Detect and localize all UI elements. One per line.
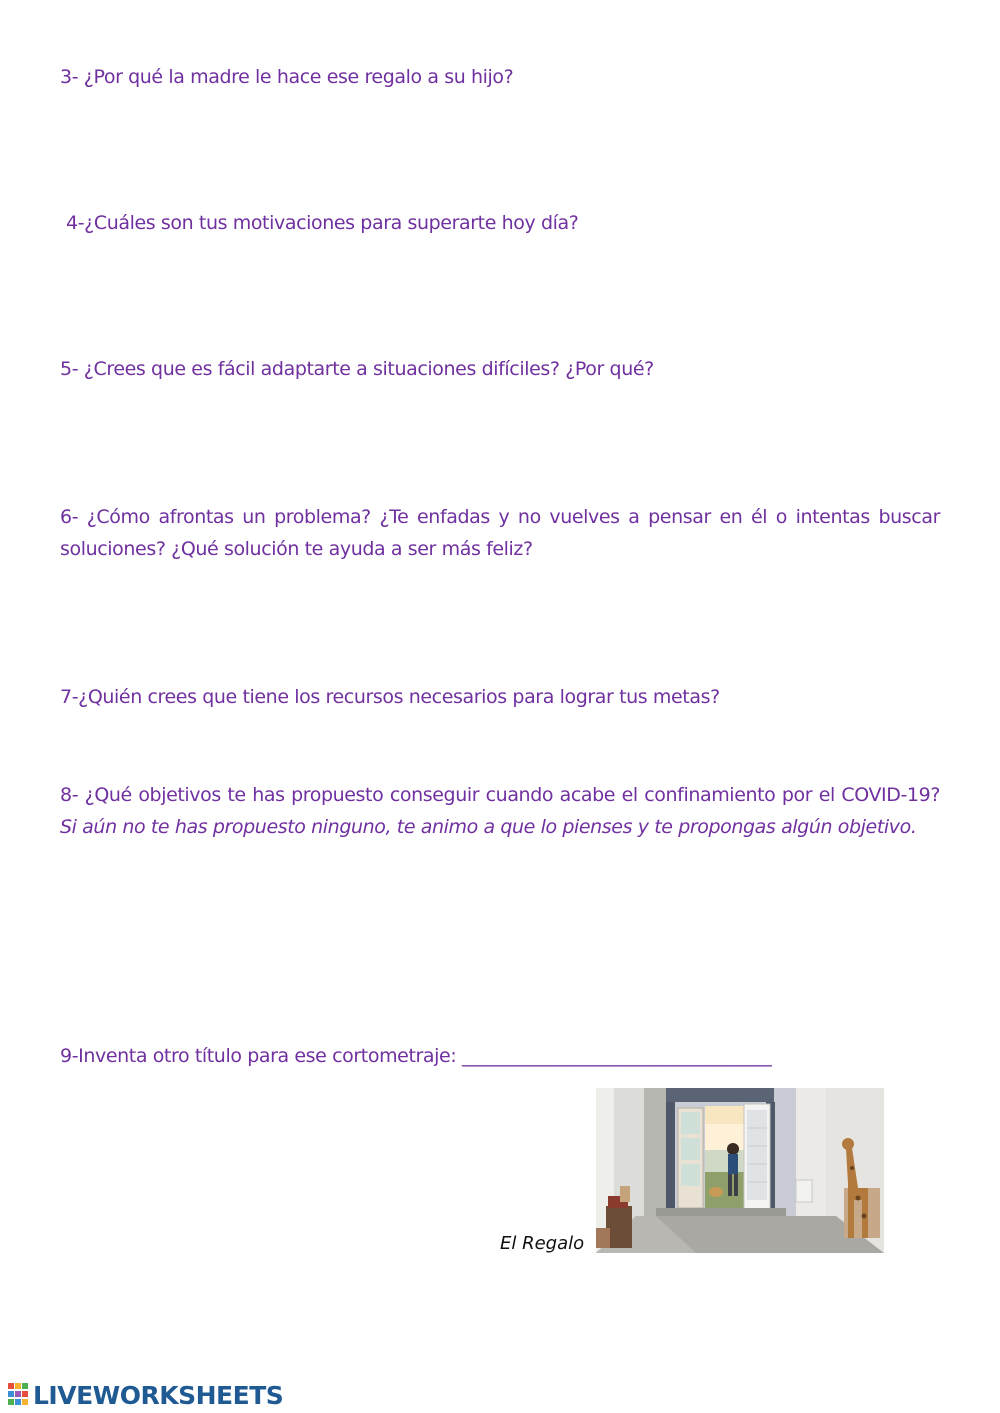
question-8-italic: Si aún no te has propuesto ninguno, te animo a que lo pienses y te propongas algún objetivo. (60, 816, 917, 838)
short-film-still-image (596, 1088, 884, 1253)
image-caption: El Regalo (500, 1233, 585, 1254)
question-8-main: 8- ¿Qué objetivos te has propuesto conseguir cuando acabe el confinamiento por el COVID-19? (60, 784, 940, 806)
title-answer-blank[interactable]: __________________________________ (461, 1045, 772, 1067)
question-3: 3- ¿Por qué la madre le hace ese regalo a su hijo? (60, 66, 514, 88)
question-7: 7-¿Quién crees que tiene los recursos necesarios para lograr tus metas? (60, 686, 720, 708)
liveworksheets-brand (8, 1381, 283, 1409)
question-9 (60, 1040, 940, 1072)
question-5: 5- ¿Crees que es fácil adaptarte a situaciones difíciles? ¿Por qué? (60, 358, 654, 380)
question-8 (60, 779, 940, 843)
question-6: 6- ¿Cómo afrontas un problema? ¿Te enfadas y no vuelves a pensar en él o intentas buscar soluciones? ¿Qué solución te ayuda a ser más feliz? (60, 506, 940, 560)
question-9-label: 9-Inventa otro título para ese cortometraje: (60, 1045, 462, 1067)
question-4: 4-¿Cuáles son tus motivaciones para superarte hoy día? (66, 212, 579, 234)
liveworksheets-logo-icon (8, 1383, 30, 1407)
brand-name: LIVEWORKSHEETS (33, 1380, 284, 1410)
